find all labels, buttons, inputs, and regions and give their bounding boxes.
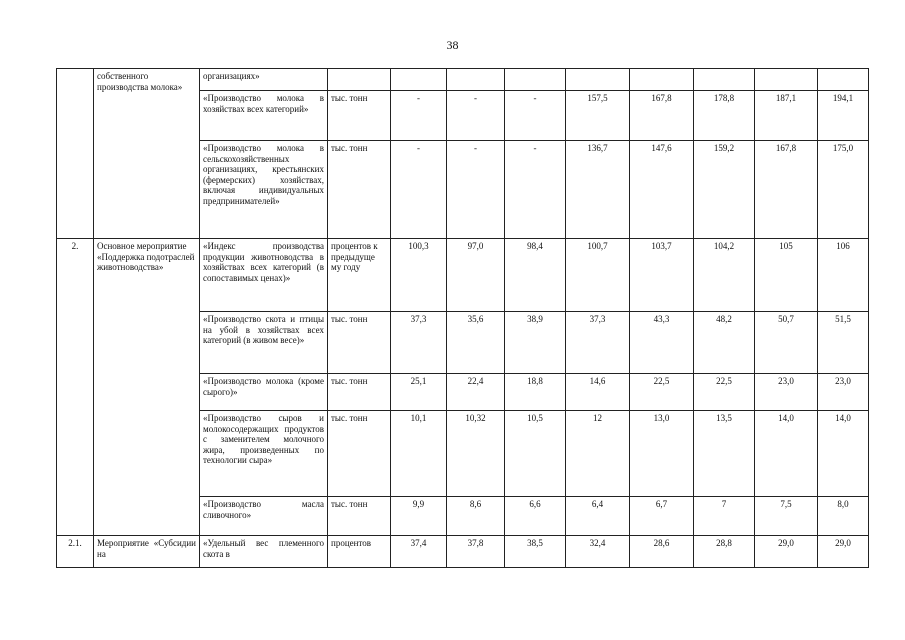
value-cell: 100,7 (566, 239, 630, 312)
value-cell: 10,32 (447, 411, 505, 497)
table-row (57, 69, 869, 91)
value-cell: - (505, 141, 566, 239)
value-cell (694, 69, 755, 91)
value-cell: 157,5 (566, 91, 630, 141)
value-cell: 37,3 (566, 312, 630, 374)
value-cell: 147,6 (630, 141, 694, 239)
indicator-name: «Производство масла сливочного» (200, 497, 328, 536)
value-cell: 9,9 (391, 497, 447, 536)
value-cell: 6,6 (505, 497, 566, 536)
value-cell: 35,6 (447, 312, 505, 374)
value-cell: 187,1 (755, 91, 818, 141)
value-cell: 50,7 (755, 312, 818, 374)
value-cell: 13,5 (694, 411, 755, 497)
unit-cell: тыс. тонн (328, 374, 391, 411)
value-cell: 8,0 (818, 497, 869, 536)
unit-cell: тыс. тонн (328, 411, 391, 497)
value-cell: 37,4 (391, 536, 447, 568)
value-cell (447, 69, 505, 91)
value-cell: 167,8 (755, 141, 818, 239)
indicator-name: «Производство скота и птицы на убой в хозяйствах всех категорий (в живом весе)» (200, 312, 328, 374)
activity-name: Мероприятие «Субсидии на (94, 536, 200, 568)
value-cell: 175,0 (818, 141, 869, 239)
value-cell: 7,5 (755, 497, 818, 536)
value-cell (630, 69, 694, 91)
value-cell: 106 (818, 239, 869, 312)
indicator-name: организациях» (200, 69, 328, 91)
value-cell: 104,2 (694, 239, 755, 312)
value-cell (818, 69, 869, 91)
row-number: 2.1. (57, 536, 94, 568)
value-cell: 38,9 (505, 312, 566, 374)
value-cell: 22,5 (630, 374, 694, 411)
value-cell: 43,3 (630, 312, 694, 374)
value-cell (755, 69, 818, 91)
value-cell: 29,0 (755, 536, 818, 568)
value-cell: 13,0 (630, 411, 694, 497)
value-cell: 8,6 (447, 497, 505, 536)
unit-cell: процентов (328, 536, 391, 568)
value-cell: 22,4 (447, 374, 505, 411)
value-cell: - (505, 91, 566, 141)
unit-cell: тыс. тонн (328, 141, 391, 239)
unit-cell (328, 69, 391, 91)
row-number: 2. (57, 239, 94, 536)
value-cell: 159,2 (694, 141, 755, 239)
value-cell: 194,1 (818, 91, 869, 141)
value-cell: - (447, 141, 505, 239)
value-cell: 6,7 (630, 497, 694, 536)
table-row (57, 536, 869, 568)
indicators-table (56, 68, 869, 568)
indicator-name: «Производство молока (кроме сырого)» (200, 374, 328, 411)
value-cell: 25,1 (391, 374, 447, 411)
table-row (57, 239, 869, 312)
value-cell: 51,5 (818, 312, 869, 374)
value-cell: 98,4 (505, 239, 566, 312)
value-cell: 12 (566, 411, 630, 497)
value-cell: 32,4 (566, 536, 630, 568)
value-cell: 14,6 (566, 374, 630, 411)
value-cell: 29,0 (818, 536, 869, 568)
value-cell: 22,5 (694, 374, 755, 411)
unit-cell: процентов к предыдуще му году (328, 239, 391, 312)
value-cell: 167,8 (630, 91, 694, 141)
value-cell: 178,8 (694, 91, 755, 141)
value-cell: 136,7 (566, 141, 630, 239)
row-number (57, 69, 94, 239)
value-cell: 100,3 (391, 239, 447, 312)
value-cell: 18,8 (505, 374, 566, 411)
value-cell (505, 69, 566, 91)
unit-cell: тыс. тонн (328, 497, 391, 536)
value-cell (566, 69, 630, 91)
value-cell: - (447, 91, 505, 141)
unit-cell: тыс. тонн (328, 91, 391, 141)
unit-cell: тыс. тонн (328, 312, 391, 374)
value-cell: 10,1 (391, 411, 447, 497)
value-cell: 10,5 (505, 411, 566, 497)
value-cell: 97,0 (447, 239, 505, 312)
value-cell: 6,4 (566, 497, 630, 536)
value-cell: 23,0 (818, 374, 869, 411)
indicator-name: «Производство молока в хозяйствах всех категорий» (200, 91, 328, 141)
indicator-name: «Удельный вес племенного скота в (200, 536, 328, 568)
value-cell: 103,7 (630, 239, 694, 312)
indicator-name: «Производство сыров и молокосодержащих продуктов с заменителем молочного жира, произведенных по технологии сыра» (200, 411, 328, 497)
value-cell: 14,0 (818, 411, 869, 497)
indicator-name: «Производство молока в сельскохозяйственных организациях, крестьянских (фермерских) хозяйствах, включая индивидуальных предпринимателей» (200, 141, 328, 239)
value-cell: 105 (755, 239, 818, 312)
value-cell (391, 69, 447, 91)
value-cell: 48,2 (694, 312, 755, 374)
value-cell: 28,8 (694, 536, 755, 568)
value-cell: 38,5 (505, 536, 566, 568)
activity-name: собственного производства молока» (94, 69, 200, 239)
value-cell: 28,6 (630, 536, 694, 568)
value-cell: 37,8 (447, 536, 505, 568)
indicator-name: «Индекс производства продукции животноводства в хозяйствах всех категорий (в сопоставимых ценах)» (200, 239, 328, 312)
value-cell: 37,3 (391, 312, 447, 374)
value-cell: - (391, 91, 447, 141)
value-cell: 7 (694, 497, 755, 536)
value-cell: - (391, 141, 447, 239)
value-cell: 14,0 (755, 411, 818, 497)
value-cell: 23,0 (755, 374, 818, 411)
page-number: 38 (446, 38, 459, 52)
activity-name: Основное мероприятие «Поддержка подотраслей животноводства» (94, 239, 200, 536)
